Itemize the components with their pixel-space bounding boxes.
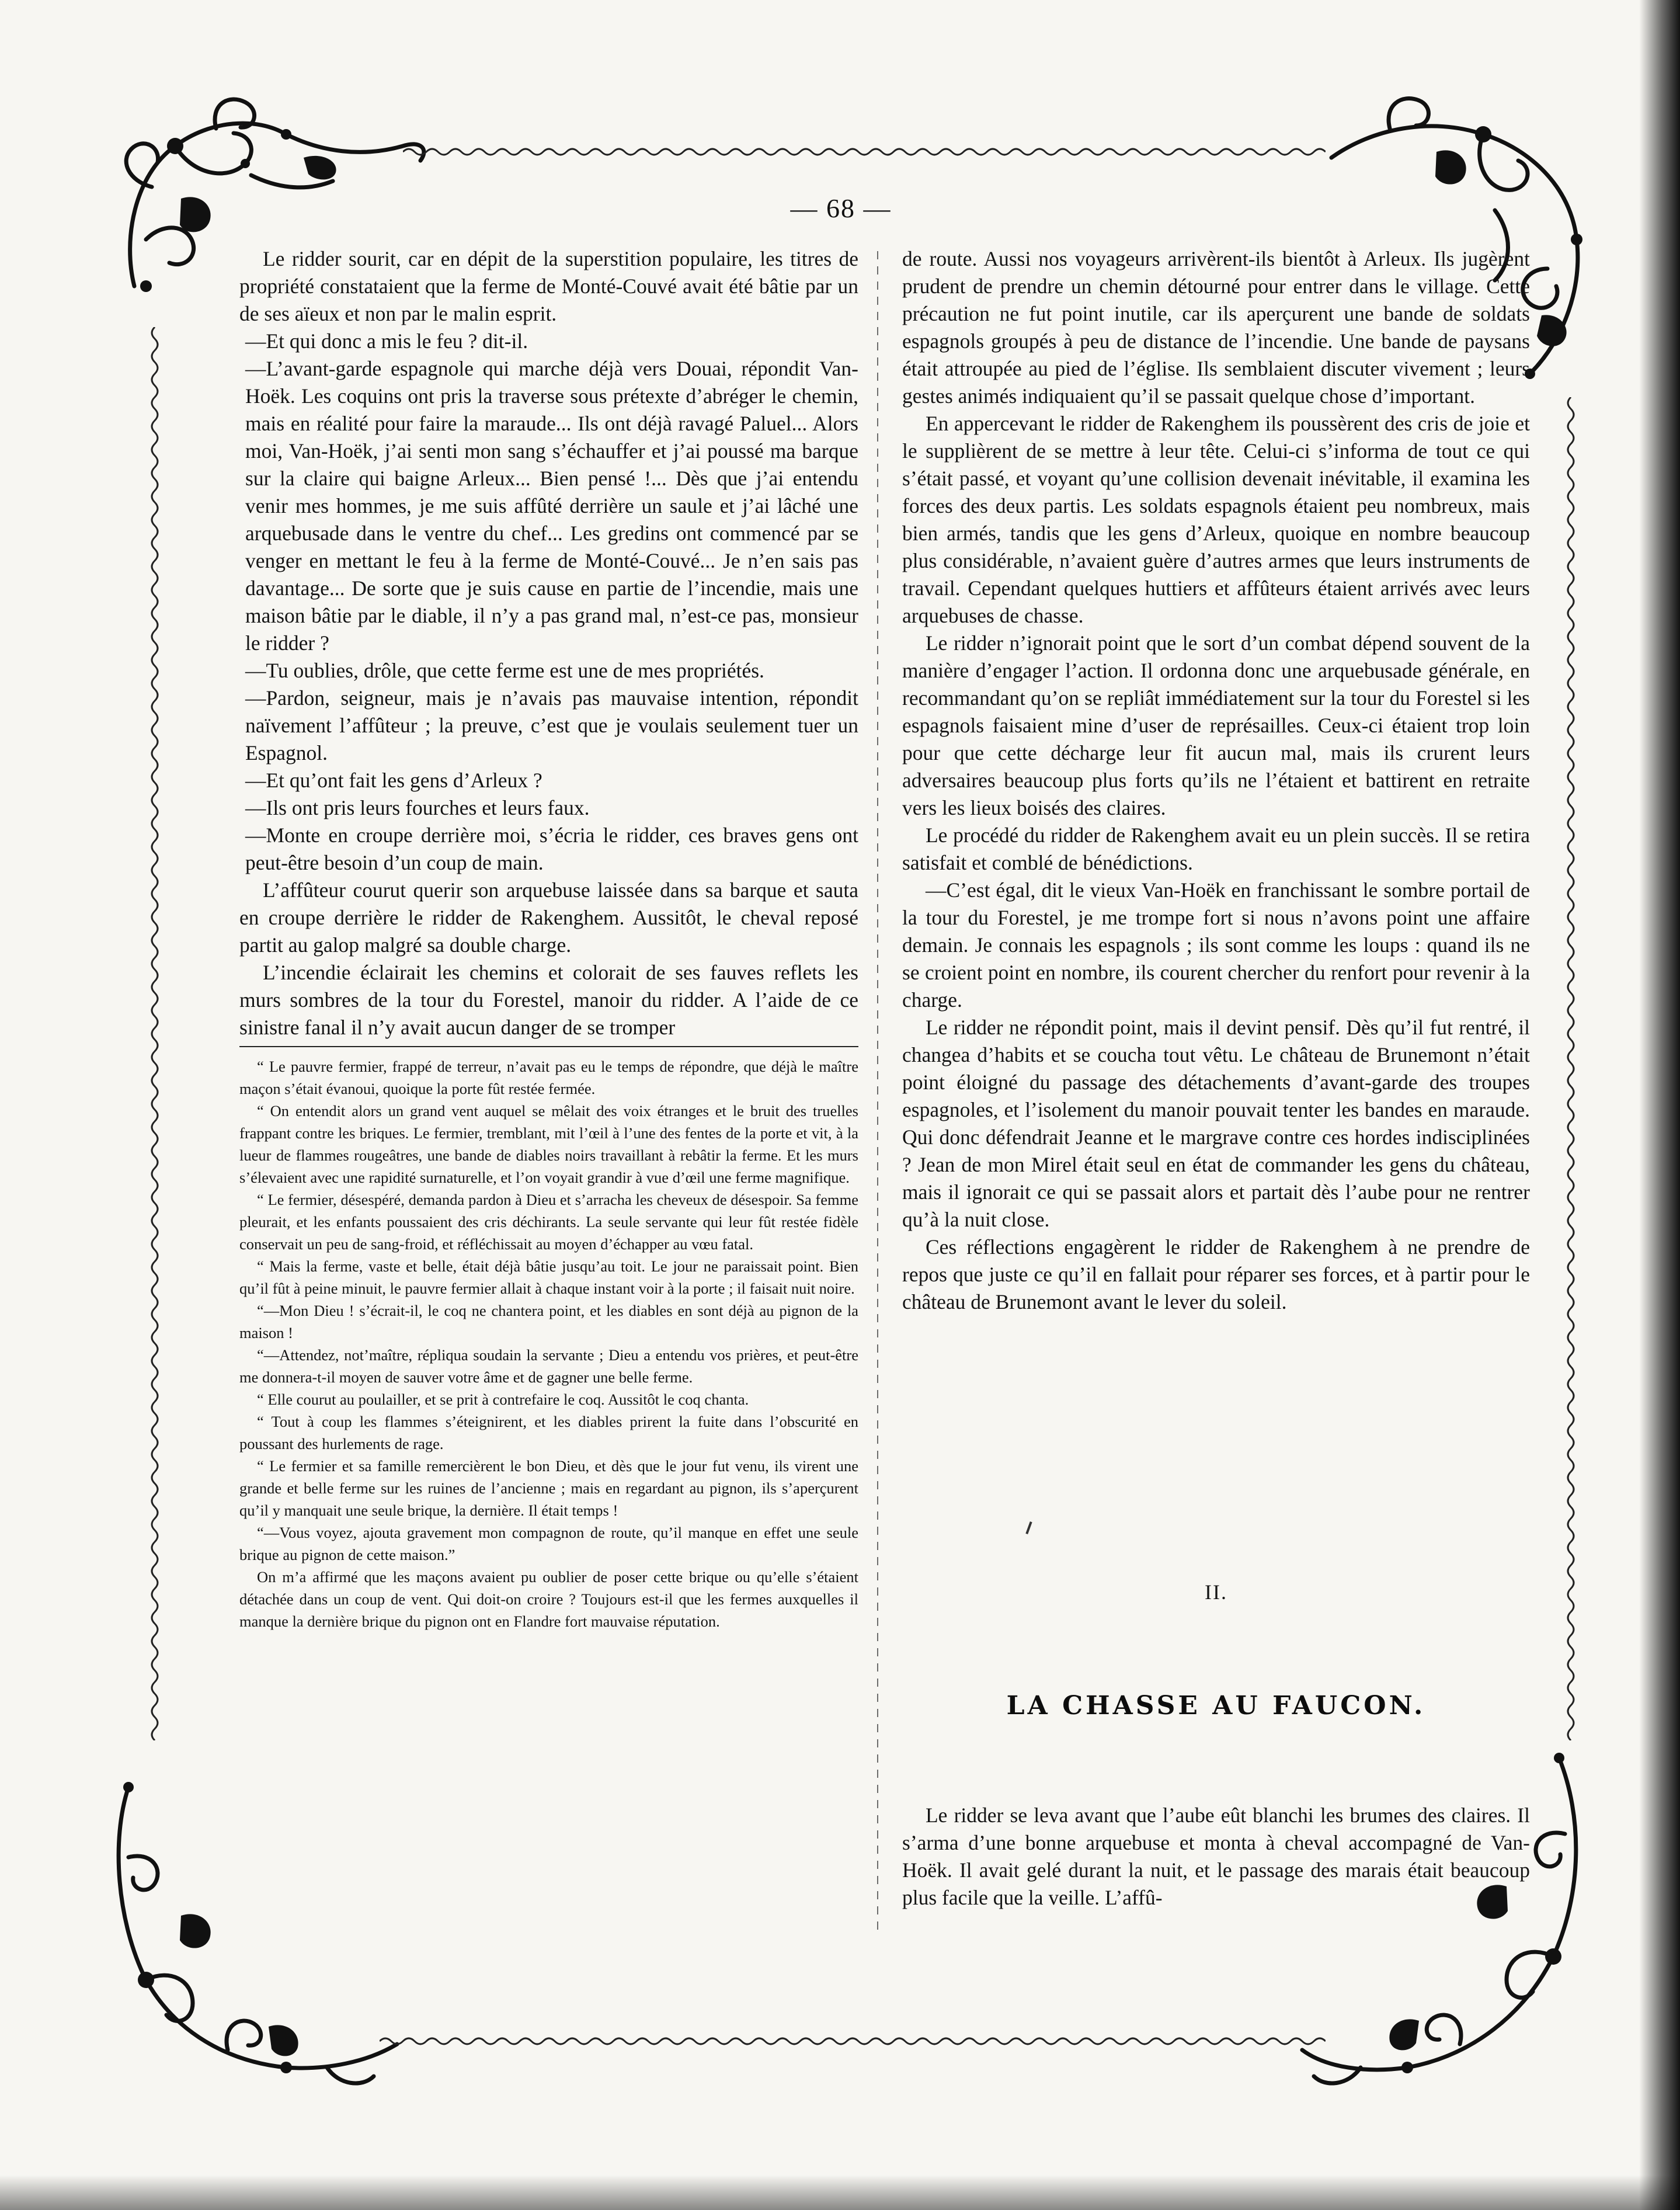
paragraph: Le procédé du ridder de Rakenghem avait eu un plein succès. Il se retira satisfait et comblé de bénédictions. <box>902 823 1530 874</box>
scan-bottom-shadow <box>0 2175 1680 2210</box>
footnote: “ Elle courut au poulailler, et se prit à contrefaire le coq. Aussitôt le coq chanta. <box>257 1391 749 1408</box>
footnote: “ On entendit alors un grand vent auquel se mêlait des voix étranges et le bruit des truelles frappant contre les briques. Le fermier, tremblant, mit l’œil à l’une des fentes de la porte et vit, à la lueur de flammes rougeâtres, une bande de diables noirs travaillant à rebâtir la ferme. Et les murs s’élevaient avec une rapidité surnaturelle, et l’on voyait grandir à vue d’œil une ferme magnifique. <box>239 1102 858 1186</box>
right-border-rule <box>1565 397 1577 1740</box>
paragraph: L’affûteur courut querir son arquebuse laissée dans sa barque et sauta en croupe derrière le ridder de Rakenghem. Aussitôt, le cheval reposé partit au galop malgré sa double charge. <box>239 878 858 957</box>
paragraph: —L’avant-garde espagnole qui marche déjà vers Douai, répondit Van-Hoëk. Les coquins ont pris la traverse sous prétexte d’abréger le chemin, mais en réalité pour faire la maraude... Ils ont déjà ravagé Paluel... Alors moi, Van-Hoëk, j’ai senti mon sang s’échauffer et j’ai poussé ma barque sur la claire qui baigne Arleux... Bien pensé !... Dès que j’ai entendu venir mes hommes, je me suis affûté derrière un saule et j’ai lâché une arquebusade dans le ventre du chef... Les gredins ont commencé par se venger en mettant le feu à la ferme de Monté-Couvé... Je n’en sais pas davantage... De sorte que je suis cause en partie de l’incendie, mais une maison bâtie par le diable, il n’y a pas grand mal, n’est-ce pas, monsieur le ridder ? <box>245 357 858 655</box>
footnote: “—Attendez, not’maître, répliqua soudain la servante ; Dieu a entendu vos prières, et peut-être me donnera-t-il moyen de sauver votre âme et de gagner une belle ferme. <box>239 1346 858 1386</box>
footnotes <box>239 1055 858 1632</box>
bottom-border-rule <box>380 2035 1326 2047</box>
paragraph: Le ridder ne répondit point, mais il devint pensif. Dès qu’il fut rentré, il changea d’habits et se coucha tout vêtu. Le château de Brunemont n’était point éloigné du passage des détachements d’avant-garde des troupes espagnoles, et l’isolement du manoir pouvait tenter les bandes en maraude. Qui donc défendrait Jeanne et le margrave contre ces hordes indisciplinées ? Jean de mon Mirel était seul en état de commander les gens du château, mais il ignorait ce qui se passait alors et partait dès l’aube pour ne rentrer qu’à la nuit close. <box>902 1016 1530 1231</box>
footnote-separator <box>239 1046 858 1047</box>
right-column-continuation <box>902 1802 1530 1912</box>
paragraph: Le ridder se leva avant que l’aube eût blanchi les brumes des claires. Il s’arma d’une bonne arquebuse et monta à cheval accompagné de Van-Hoëk. Il avait gelé durant la nuit, et le passage des marais était beaucoup plus facile que la veille. L’affû- <box>902 1804 1530 1909</box>
paragraph: L’incendie éclairait les chemins et colorait de ses fauves reflets les murs sombres de la tour du Forestel, manoir du ridder. A l’aide de ce sinistre fanal il n’y avait aucun danger de se tromper <box>239 961 858 1039</box>
paragraph: —Ils ont pris leurs fourches et leurs faux. <box>245 796 590 819</box>
paragraph: —Tu oublies, drôle, que cette ferme est une de mes propriétés. <box>245 659 764 682</box>
right-column <box>902 245 1530 1316</box>
paragraph: En appercevant le ridder de Rakenghem ils poussèrent des cris de joie et le supplièrent de se mettre à leur tête. Celui-ci s’informa de tout ce qui s’était passé, et voyant qu’une collision devenait inévitable, il examina les forces des deux partis. Les soldats espagnols étaient peu nombreux, mais bien armés, tandis que les gens d’Arleux, quoique en nombre beaucoup plus considérable, n’avaient guère d’autres armes que leurs instruments de travail. Cependant quelques huttiers et affûteurs étaient arrivés avec leurs arquebuses de chasse. <box>902 412 1530 627</box>
left-column <box>239 245 858 1632</box>
paragraph: Ces réflections engagèrent le ridder de Rakenghem à ne prendre de repos que juste ce qu’il en fallait pour réparer ses forces, et à partir pour le château de Brunemont avant le lever du soleil. <box>902 1235 1530 1314</box>
paragraph: —Et qu’ont fait les gens d’Arleux ? <box>245 769 542 792</box>
paragraph: Le ridder n’ignorait point que le sort d’un combat dépend souvent de la manière d’engager l’action. Il ordonna donc une arquebusade générale, en recommandant qu’on se repliât immédiatement sur la tour du Forestel si les espagnols faisaient mine d’user de représailles. Ceux-ci étaient trop loin pour que cette décharge leur fit aucun mal, mais ils crurent leurs adversaires beaucoup plus forts qu’ils ne l’étaient et battirent en retraite vers les lieux boisés des claires. <box>902 631 1530 819</box>
bottom-right-ornament <box>1285 1740 1612 2103</box>
paragraph: —Et qui donc a mis le feu ? dit-il. <box>245 329 528 353</box>
paragraph: —Monte en croupe derrière moi, s’écria le ridder, ces braves gens ont peut-être besoin d’un coup de main. <box>245 823 858 874</box>
footnote: On m’a affirmé que les maçons avaient pu oublier de poser cette brique ou qu’elle s’étaient détachée dans un coup de vent. Qui doit-on croire ? Toujours est-il que les fermes auxquelles il manque la dernière brique du pignon ont en Flandre fort mauvaise réputation. <box>239 1568 858 1630</box>
page-number: — 68 — <box>790 193 892 223</box>
paragraph: —Pardon, seigneur, mais je n’avais pas mauvaise intention, répondit naïvement l’affûteur ; la preuve, c’est que je voulais seulement tuer un Espagnol. <box>245 686 858 765</box>
paragraph: de route. Aussi nos voyageurs arrivèrent-ils bientôt à Arleux. Ils jugèrent prudent de prendre un chemin détourné pour entrer dans le village. Cette précaution ne fut point inutile, car ils aperçurent une bande de soldats espagnols groupés à peu de distance de l’incendie. Une bande de paysans était attroupée au pied de l’église. Ils semblaient discuter vivement ; leurs gestes animés indiquaient qu’il se passait quelque chose d’important. <box>902 247 1530 408</box>
column-divider <box>877 251 878 1933</box>
paragraph: Le ridder sourit, car en dépit de la superstition populaire, les titres de propriété constataient que la ferme de Monté-Couvé avait été bâtie par un de ses aïeux et non par le malin esprit. <box>239 247 858 325</box>
section-number: II. <box>1205 1580 1227 1604</box>
left-border-rule <box>149 327 161 1740</box>
footnote: “ Mais la ferme, vaste et belle, était déjà bâtie jusqu’au toit. Le jour ne paraissait point. Bien qu’il fût à peine minuit, le pauvre fermier allait à chaque instant voir à la porte ; il faisait nuit noire. <box>239 1257 858 1297</box>
footnote: “ Le fermier et sa famille remercièrent le bon Dieu, et dès que le jour fut venu, ils virent une grande et belle ferme sur les ruines de l’ancienne ; mais en regardant au pignon, ils s’aperçurent qu’il y manquait une seule brique, la dernière. Il était temps ! <box>239 1457 858 1519</box>
left-main-text <box>239 245 858 1041</box>
scan-edge-shadow <box>1639 0 1680 2210</box>
footnote: “ Le pauvre fermier, frappé de terreur, n’avait pas eu le temps de répondre, que déjà le maître maçon s’était évanoui, quoique la porte fût restée fermée. <box>239 1058 858 1097</box>
section-title: LA CHASSE AU FAUCON. <box>1006 1691 1426 1721</box>
ink-speck <box>1025 1521 1032 1534</box>
bottom-left-ornament <box>93 1770 420 2097</box>
paragraph: —C’est égal, dit le vieux Van-Hoëk en franchissant le sombre portail de la tour du Forestel, je me trompe fort si nous n’avons point une affaire demain. Je connais les espagnols ; ils sont comme les loups : quand ils ne se croient point en nombre, ils courent chercher du renfort pour revenir à la charge. <box>902 878 1530 1012</box>
footnote: “—Vous voyez, ajouta gravement mon compagnon de route, qu’il manque en effet une seule brique au pignon de cette maison.” <box>239 1524 858 1563</box>
footnote: “ Tout à coup les flammes s’éteignirent, et les diables prirent la fuite dans l’obscurité en poussant des hurlements de rage. <box>239 1413 858 1453</box>
footnote: “—Mon Dieu ! s’écrait-il, le coq ne chantera point, et les diables en sont déjà au pignon de la maison ! <box>239 1302 858 1342</box>
footnote: “ Le fermier, désespéré, demanda pardon à Dieu et s’arracha les cheveux de désespoir. Sa femme pleurait, et les enfants poussaient des cris déchirants. La seule servante qui leur fût restée fidèle conservait un peu de sang-froid, et réfléchissait au moyen d’échapper au vœu fatal. <box>239 1191 858 1253</box>
top-border-rule <box>403 146 1326 158</box>
